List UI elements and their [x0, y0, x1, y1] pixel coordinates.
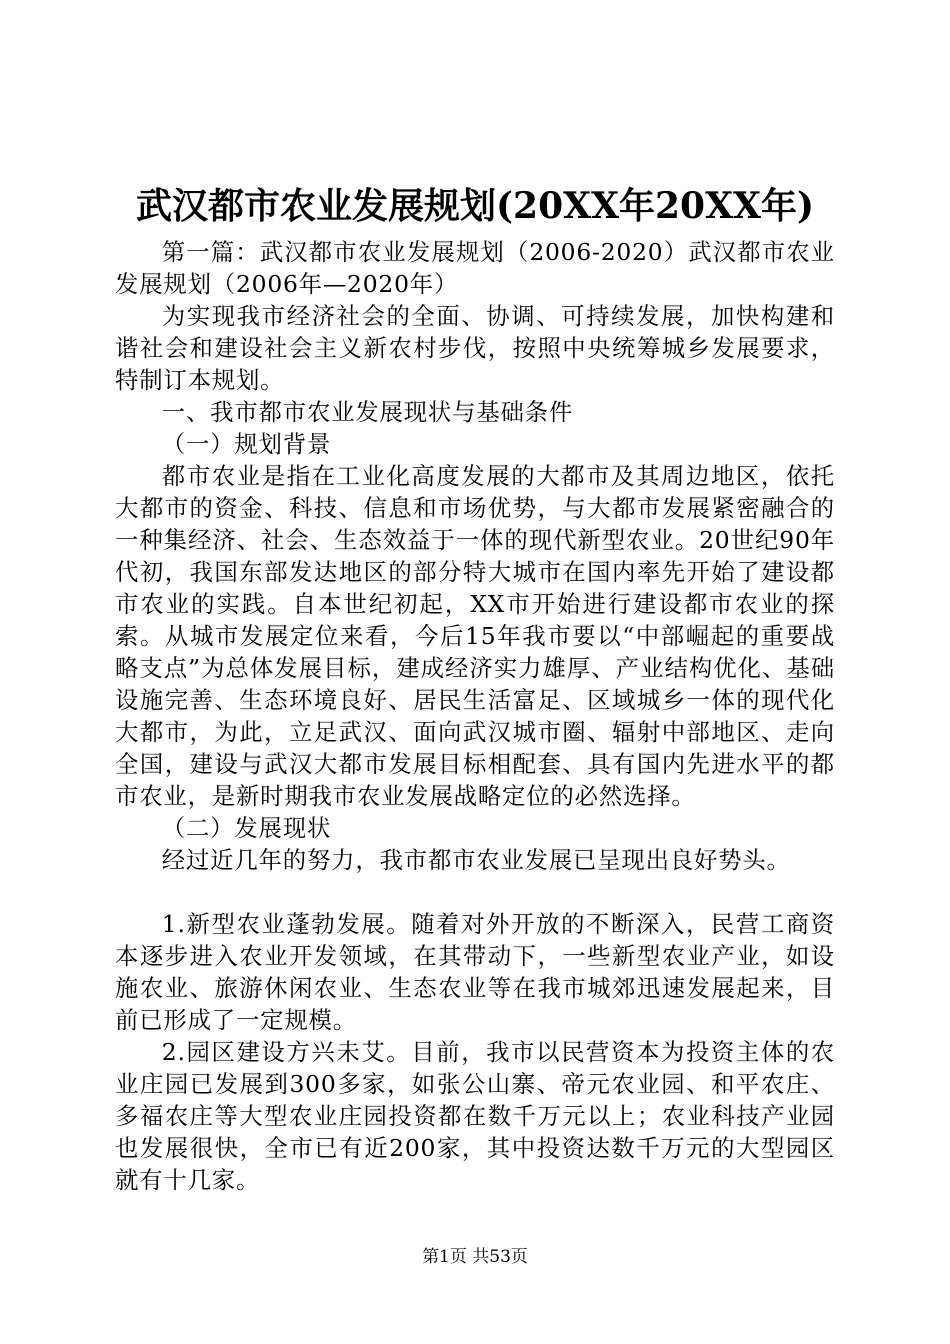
subsection-heading-status: （二）发展现状 — [161, 814, 332, 842]
paragraph-series-heading: 第一篇：武汉都市农业发展规划（2006-2020）武汉都市农业发展规划（2006年—2020年） — [115, 238, 835, 298]
page-indicator: 第1页 共53页 — [422, 1247, 528, 1267]
paragraph-point-2: 2.园区建设方兴未艾。目前，我市以民营资本为投资主体的农业庄园已发展到300多家，如张公山寨、帝元农业园、和平农庄、多福农庄等大型农业庄园投资都在数千万元以上；农业科技产业园也发展很快，全市已有近200家，其中投资达数千万元的大型园区就有十几家。 — [115, 1038, 835, 1194]
document-title: 武汉都市农业发展规划(20XX年20XX年) — [136, 185, 814, 227]
document-body — [115, 236, 835, 1196]
paragraph-point-1: 1.新型农业蓬勃发展。随着对外开放的不断深入，民营工商资本逐步进入农业开发领域，在其带动下，一些新型农业产业，如设施农业、旅游休闲农业、生态农业等在我市城郊迅速发展起来，目前已形成了一定规模。 — [115, 910, 835, 1034]
section-heading-1: 一、我市都市农业发展现状与基础条件 — [161, 398, 574, 426]
subsection-heading-background: （一）规划背景 — [161, 430, 332, 458]
paragraph-status-intro: 经过近几年的努力，我市都市农业发展已呈现出良好势头。 — [161, 846, 791, 874]
paragraph-purpose: 为实现我市经济社会的全面、协调、可持续发展，加快构建和谐社会和建设社会主义新农村步伐，按照中央统筹城乡发展要求，特制订本规划。 — [115, 302, 835, 394]
paragraph-background: 都市农业是指在工业化高度发展的大都市及其周边地区，依托大都市的资金、科技、信息和市场优势，与大都市发展紧密融合的一种集经济、社会、生态效益于一体的现代新型农业。20世纪90年代初，我国东部发达地区的部分特大城市在国内率先开始了建设都市农业的实践。自本世纪初起，XX市开始进行建设都市农业的探索。从城市发展定位来看，今后15年我市要以“中部崛起的重要战略支点”为总体发展目标，建成经济实力雄厚、产业结构优化、基础设施完善、生态环境良好、居民生活富足、区域城乡一体的现代化大都市，为此，立足武汉、面向武汉城市圈、辐射中部地区、走向全国，建设与武汉大都市发展目标相配套、具有国内先进水平的都市农业，是新时期我市农业发展战略定位的必然选择。 — [115, 462, 835, 810]
